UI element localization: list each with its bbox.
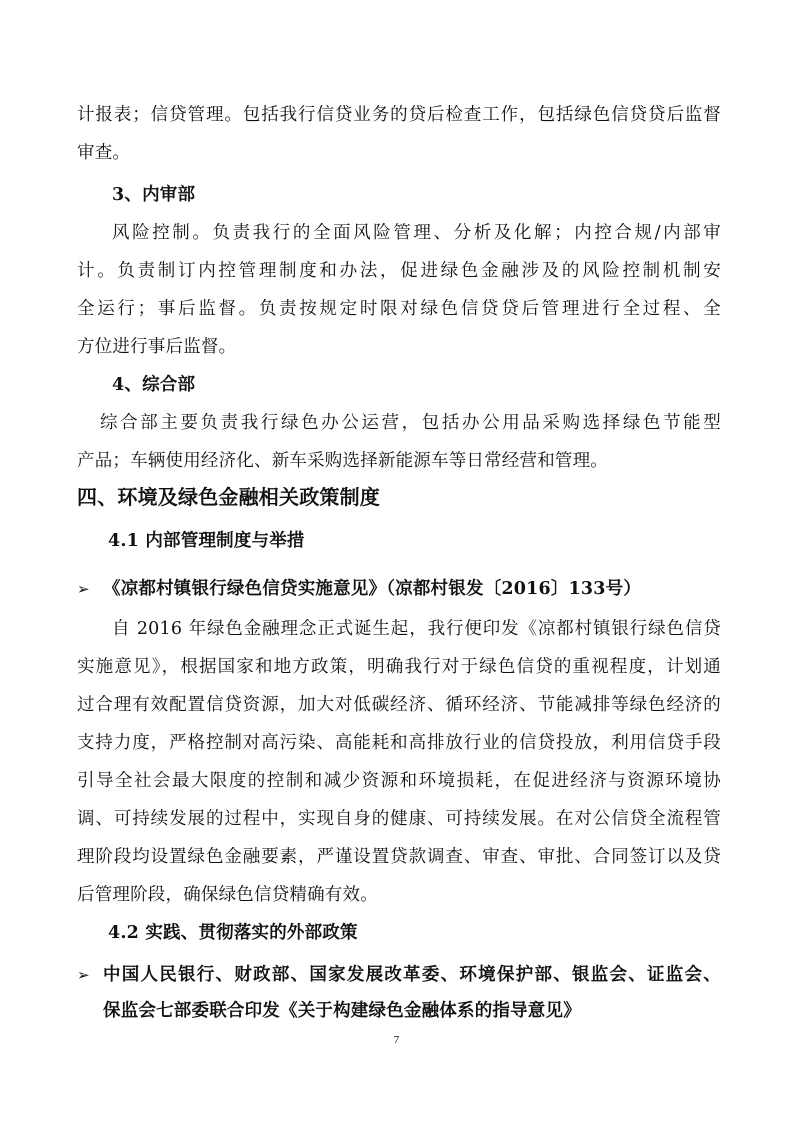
policy-title: 《凉都村镇银行绿色信贷实施意见》（凉都村银发〔2016〕133号） [103,579,642,599]
body-line: 引导全社会最大限度的控制和减少资源和环境损耗，在促进经济与资源环境协 [77,771,721,791]
page-number: 7 [393,1034,400,1046]
body-line: 调、可持续发展的过程中，实现自身的健康、可持续发展。在对公信贷全流程管 [77,809,721,829]
body-line: 全运行；事后监督。负责按规定时限对绿色信贷贷后管理进行全过程、全 [77,299,721,319]
subsection-heading-external: 4.2 实践、贯彻落实的外部政策 [108,923,358,943]
body-line: 自 2016 年绿色金融理念正式诞生起，我行便印发《凉都村镇银行绿色信贷 [112,619,721,639]
chapter-heading: 四、环境及绿色金融相关政策制度 [77,485,380,509]
policy-title: 中国人民银行、财政部、国家发展改革委、环境保护部、银监会、证监会、 [103,965,721,985]
body-line: 综合部主要负责我行绿色办公运营，包括办公用品采购选择绿色节能型 [100,413,721,433]
bullet-arrow-icon: ➢ [77,966,90,984]
body-line: 审查。 [77,143,131,163]
section-heading-audit: 3、内审部 [112,185,196,205]
body-line: 过合理有效配置信贷资源，加大对低碳经济、循环经济、节能减排等绿色经济的 [77,695,721,715]
body-line: 产品；车辆使用经济化、新车采购选择新能源车等日常经营和管理。 [77,451,608,471]
bullet-arrow-icon: ➢ [77,580,90,598]
body-line: 支持力度，严格控制对高污染、高能耗和高排放行业的信贷投放，利用信贷手段 [77,733,721,753]
body-line: 方位进行事后监督。 [77,337,237,357]
subsection-heading-internal: 4.1 内部管理制度与举措 [108,531,305,551]
body-line: 计。负责制订内控管理制度和办法，促进绿色金融涉及的风险控制机制安 [77,261,721,281]
body-line: 理阶段均设置绿色金融要素，严谨设置贷款调查、审查、审批、合同签订以及贷 [77,847,721,867]
policy-title-continued: 保监会七部委联合印发《关于构建绿色金融体系的指导意见》 [103,1001,581,1021]
body-line: 风险控制。负责我行的全面风险管理、分析及化解；内控合规/内部审 [112,223,721,243]
body-line: 计报表；信贷管理。包括我行信贷业务的贷后检查工作，包括绿色信贷贷后监督 [77,105,721,125]
body-line: 后管理阶段，确保绿色信贷精确有效。 [77,885,378,905]
body-line: 实施意见》，根据国家和地方政策，明确我行对于绿色信贷的重视程度，计划通 [77,657,721,677]
section-heading-general: 4、综合部 [112,375,196,395]
